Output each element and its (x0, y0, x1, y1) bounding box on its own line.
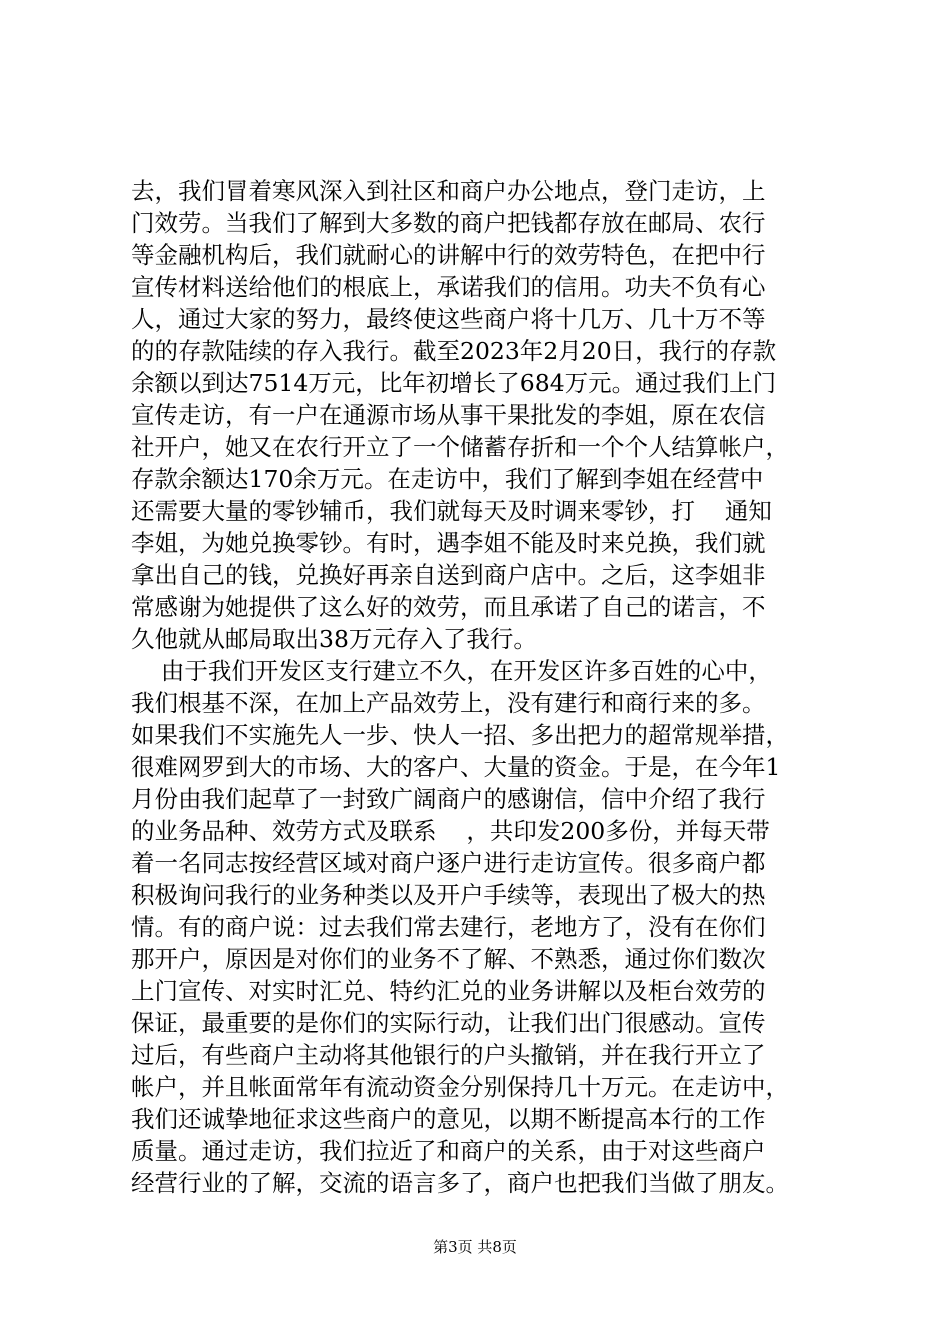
text-line: 余额以到达7514万元，比年初增长了684万元。通过我们上门 (131, 369, 777, 397)
text-line: 社开户，她又在农行开立了一个储蓄存折和一个个人结算帐户， (131, 433, 789, 461)
text-line: 我们还诚挚地征求这些商户的意见，以期不断提高本行的工作 (131, 1105, 766, 1133)
text-line: 着一名同志按经营区域对商户逐户进行走访宣传。很多商户都 (131, 849, 766, 877)
text-line: 久他就从邮局取出38万元存入了我行。 (131, 625, 537, 653)
text-line: 门效劳。当我们了解到大多数的商户把钱都存放在邮局、农行 (131, 209, 766, 237)
text-line: 很难网罗到大的市场、大的客户、大量的资金。于是，在今年1 (131, 753, 781, 781)
text-line: 质量。通过走访，我们拉近了和商户的关系，由于对这些商户 (131, 1137, 766, 1165)
text-line: 等金融机构后，我们就耐心的讲解中行的效劳特色，在把中行 (131, 241, 766, 269)
text-line: 宣传走访，有一户在通源市场从事干果批发的李姐，原在农信 (131, 401, 766, 429)
page-footer: 第3页 共8页 (433, 1238, 517, 1256)
text-line: 月份由我们起草了一封致广阔商户的感谢信，信中介绍了我行 (131, 785, 766, 813)
text-line: 情。有的商户说：过去我们常去建行，老地方了，没有在你们 (131, 913, 766, 941)
text-line: 帐户，并且帐面常年有流动资金分别保持几十万元。在走访中， (131, 1073, 789, 1101)
text-line: 我们根基不深，在加上产品效劳上，没有建行和商行来的多。 (131, 689, 766, 717)
text-line: 的业务品种、效劳方式及联系 ，共印发200多份，并每天带 (131, 817, 770, 845)
text-line: 保证，最重要的是你们的实际行动，让我们出门很感动。宣传 (131, 1009, 766, 1037)
text-line: 那开户，原因是对你们的业务不了解、不熟悉，通过你们数次 (131, 945, 766, 973)
text-line: 人，通过大家的努力，最终使这些商户将十几万、几十万不等 (131, 305, 766, 333)
text-line: 的的存款陆续的存入我行。截至2023年2月20日，我行的存款 (131, 337, 777, 365)
text-line: 李姐，为她兑换零钞。有时，遇李姐不能及时来兑换，我们就 (131, 529, 766, 557)
text-line: 还需要大量的零钞辅币，我们就每天及时调来零钞，打 通知 (131, 497, 772, 525)
text-line: 由于我们开发区支行建立不久，在开发区许多百姓的心中， (131, 657, 772, 685)
text-line: 存款余额达170余万元。在走访中，我们了解到李姐在经营中 (131, 465, 764, 493)
text-line: 如果我们不实施先人一步、快人一招、多出把力的超常规举措， (131, 721, 789, 749)
text-line: 过后，有些商户主动将其他银行的户头撤销，并在我行开立了 (131, 1041, 766, 1069)
text-line: 常感谢为她提供了这么好的效劳，而且承诺了自己的诺言，不 (131, 593, 766, 621)
text-line: 宣传材料送给他们的根底上，承诺我们的信用。功夫不负有心 (131, 273, 766, 301)
text-line: 拿出自己的钱，兑换好再亲自送到商户店中。之后，这李姐非 (131, 561, 766, 589)
text-line: 上门宣传、对实时汇兑、特约汇兑的业务讲解以及柜台效劳的 (131, 977, 766, 1005)
text-line: 经营行业的了解，交流的语言多了，商户也把我们当做了朋友。 (131, 1169, 789, 1197)
text-line: 积极询问我行的业务种类以及开户手续等，表现出了极大的热 (131, 881, 766, 909)
text-line: 去，我们冒着寒风深入到社区和商户办公地点，登门走访，上 (131, 177, 766, 205)
body-text (131, 175, 831, 1199)
